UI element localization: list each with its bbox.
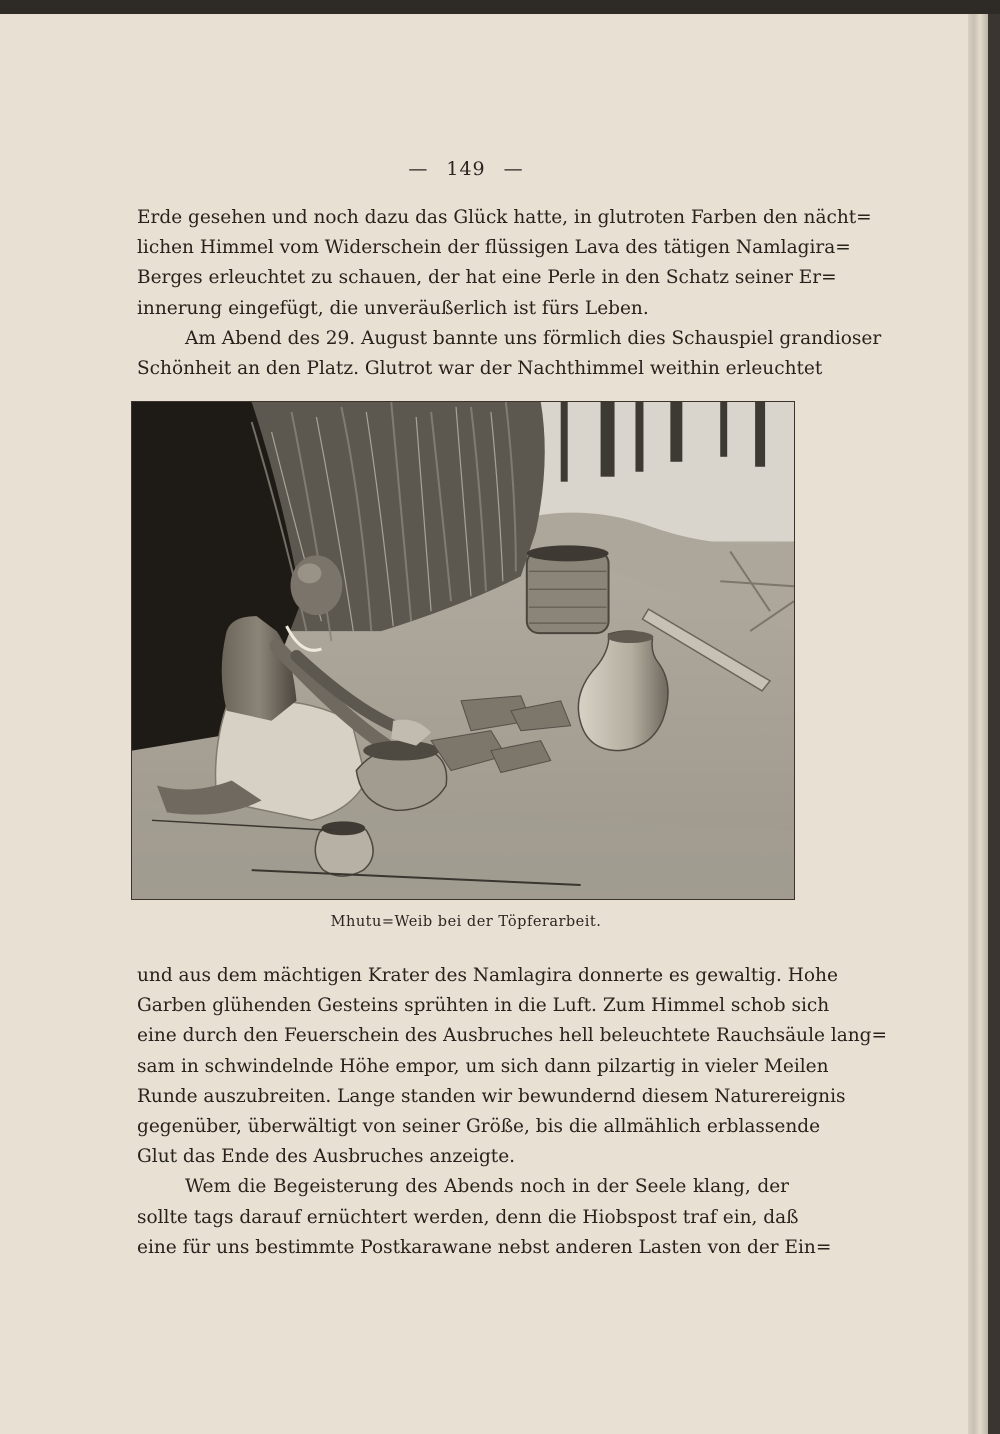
page-number-header [0, 158, 932, 180]
page-edge-stack [968, 14, 988, 1434]
text-line: Erde gesehen und noch dazu das Glück hatte, in glutroten Farben den nächt= [137, 207, 872, 228]
scan-right-border [988, 14, 1000, 1434]
page-number-dash-right: — [503, 158, 524, 180]
photograph-potter-woman [131, 401, 795, 900]
text-line-paragraph-start: Wem die Begeisterung des Abends noch in der Seele klang, der [185, 1176, 789, 1198]
text-line: Glut das Ende des Ausbruches anzeigte. [137, 1146, 516, 1168]
paragraph-block-bottom [137, 961, 888, 1263]
paragraph-block-top [137, 203, 882, 384]
photograph-illustration [132, 402, 794, 899]
text-line: lichen Himmel vom Widerschein der flüssigen Lava des tätigen Namlagira= [137, 237, 851, 259]
text-line: und aus dem mächtigen Krater des Namlagira donnerte es gewaltig. Hohe [137, 965, 838, 986]
text-line: gegenüber, überwältigt von seiner Größe, bis die allmählich erblassende [137, 1115, 821, 1137]
text-line: Runde auszubreiten. Lange standen wir bewundernd diesem Naturereignis [137, 1085, 846, 1107]
text-line: sam in schwindelnde Höhe empor, um sich dann pilzartig in vieler Meilen [137, 1055, 829, 1077]
text-line: Berges erleuchtet zu schauen, der hat eine Perle in den Schatz seiner Er= [137, 267, 837, 289]
text-line-paragraph-start: Am Abend des 29. August bannte uns förmlich dies Schauspiel grandioser [185, 327, 882, 349]
figure-caption: Mhutu=Weib bei der Töpferarbeit. [330, 914, 602, 930]
text-line: eine durch den Feuerschein des Ausbruches hell beleuchtete Rauchsäule lang= [137, 1025, 888, 1047]
text-line: sollte tags darauf ernüchtert werden, denn die Hiobspost traf ein, daß [137, 1206, 799, 1228]
page-number: 149 [446, 158, 486, 180]
text-line: Schönheit an den Platz. Glutrot war der Nachthimmel weithin erleuchtet [137, 357, 823, 379]
text-line: Garben glühenden Gesteins sprühten in die Luft. Zum Himmel schob sich [137, 995, 830, 1017]
text-line: innerung eingefügt, die unveräußerlich ist fürs Leben. [137, 297, 649, 319]
page-number-dash-left: — [408, 158, 429, 180]
text-line: eine für uns bestimmte Postkarawane nebst anderen Lasten von der Ein= [137, 1236, 832, 1258]
